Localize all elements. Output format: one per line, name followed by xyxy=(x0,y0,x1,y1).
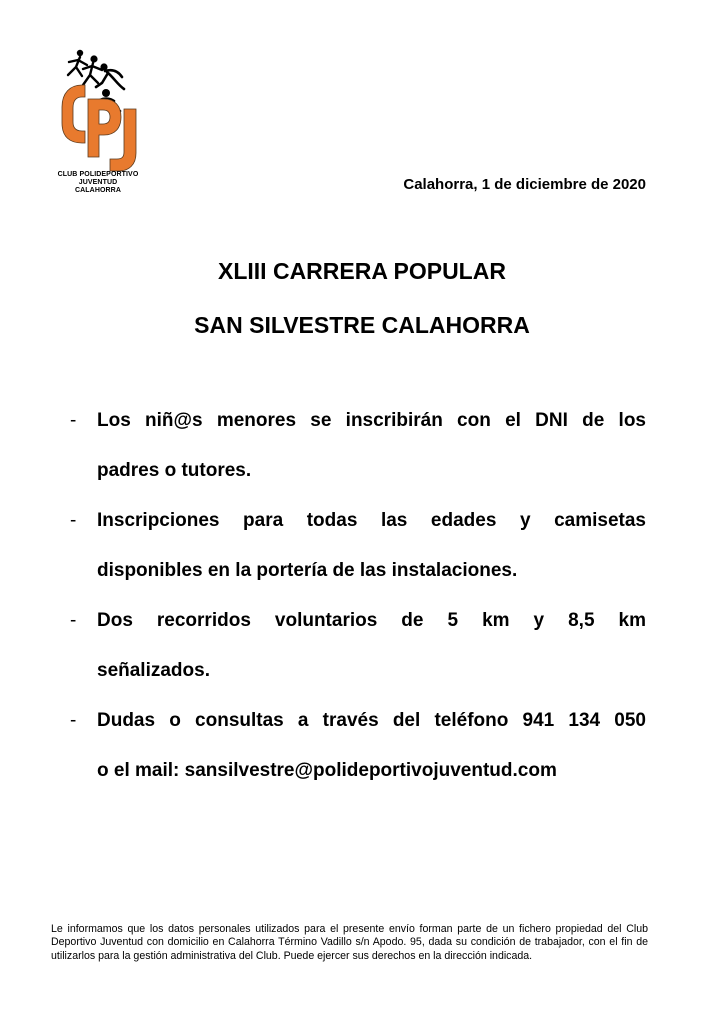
list-bullet: - xyxy=(70,510,77,531)
list-item-line2: disponibles en la portería de las instalaciones. xyxy=(97,560,518,581)
logo-text-line2: JUVENTUD xyxy=(78,179,118,186)
list-item-line1: Los niñ@s menores se inscribirán con el DNI de los xyxy=(97,410,646,431)
list-item xyxy=(70,696,646,796)
letter-p xyxy=(88,99,121,157)
list-item xyxy=(70,596,646,696)
title-line1: XLIII CARRERA POPULAR xyxy=(218,258,506,284)
list-bullet: - xyxy=(70,410,77,431)
list-bullet: - xyxy=(70,710,77,731)
list-item-line2: padres o tutores. xyxy=(97,460,252,481)
logo-text-line3: CALAHORRA xyxy=(74,187,121,194)
club-logo xyxy=(52,45,152,205)
list-bullet: - xyxy=(70,610,77,631)
title-line2: SAN SILVESTRE CALAHORRA xyxy=(194,312,530,338)
list-item-line1: Dos recorridos voluntarios de 5 km y 8,5 km xyxy=(97,610,646,631)
list-item xyxy=(70,496,646,596)
list-item-line2: señalizados. xyxy=(97,660,210,681)
list-item-line1: Dudas o consultas a través del teléfono 941 134 050 xyxy=(97,710,646,731)
logo-text-line1: CLUB POLIDEPORTIVO xyxy=(57,171,139,178)
document-date: Calahorra, 1 de diciembre de 2020 xyxy=(403,176,646,193)
club-logo-mark xyxy=(52,45,152,175)
letter-c xyxy=(62,85,85,143)
privacy-footer: Le informamos que los datos personales utilizados para el presente envío forman parte de un fichero propiedad del Club Deportivo Juventud con domicilio en Calahorra Término Vadillo s/n Apodo. 95, dada su condición de trabajador, con el fin de utilizarlos para la gestión administrativa del Club. Puede ejercer sus derechos en la dirección indicada. xyxy=(51,923,648,962)
list-item-line1: Inscripciones para todas las edades y camisetas xyxy=(97,510,646,531)
list-item xyxy=(70,396,646,496)
list-item-line2: o el mail: sansilvestre@polideportivojuventud.com xyxy=(97,760,557,781)
